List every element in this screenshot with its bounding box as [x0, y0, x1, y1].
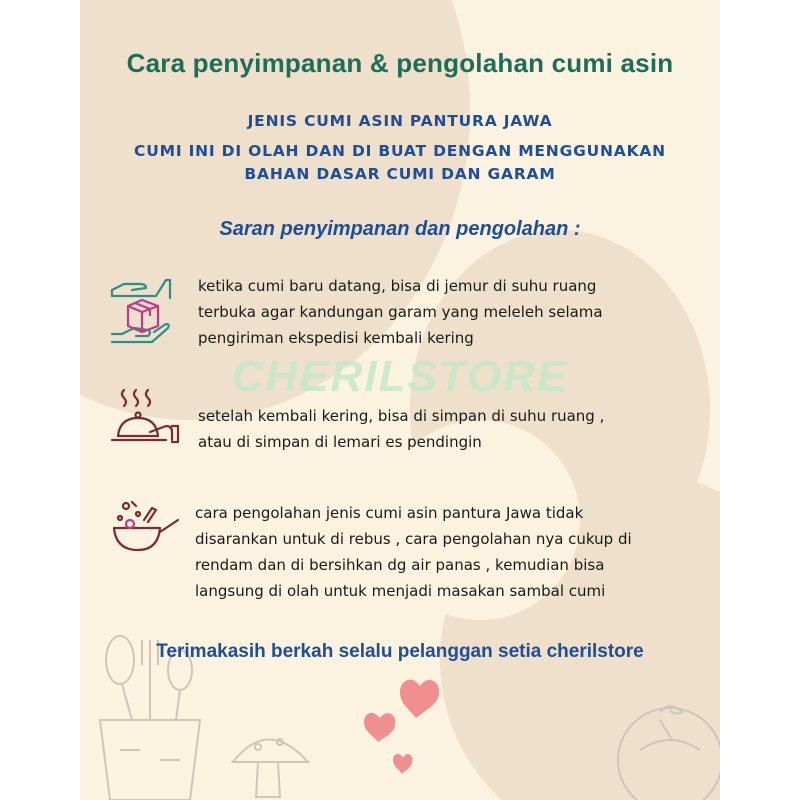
tip-line: ketika cumi baru datang, bisa di jemur di suhu ruang [198, 277, 597, 295]
tip-line: setelah kembali kering, bisa di simpan di suhu ruang , [198, 407, 605, 425]
page-title: Cara penyimpanan & pengolahan cumi asin [126, 48, 674, 78]
tip-line: pengiriman ekspedisi kembali kering [198, 329, 474, 347]
hand-box-icon [108, 272, 180, 352]
section-heading: Saran penyimpanan dan pengolahan : [219, 218, 581, 240]
tip-text [198, 273, 718, 351]
tip-line: atau di simpan di lemari es pendingin [198, 433, 482, 451]
intro-line: CUMI INI DI OLAH DAN DI BUAT DENGAN MENGGUNAKAN [134, 142, 666, 160]
mushroom-sketch-icon [228, 722, 318, 800]
tip-text [198, 403, 718, 455]
thanks-message: Terimakasih berkah selalu pelanggan setia cherilstore [156, 641, 644, 662]
tip-line: cara pengolahan jenis cumi asin pantura Jawa tidak [195, 504, 584, 522]
tip-line: terbuka agar kandungan garam yang meleleh selama [198, 303, 603, 321]
tip-line: rendam dan di bersihkan dg air panas , kemudian bisa [195, 556, 605, 574]
intro-line: JENIS CUMI ASIN PANTURA JAWA [247, 112, 553, 130]
serving-cloche-icon [110, 386, 182, 448]
watermark: CHERILSTORE [231, 352, 569, 401]
tip-text [195, 500, 715, 604]
tip-line: disarankan untuk di rebus , cara pengolahan nya cukup di [195, 530, 632, 548]
wok-cooking-icon [108, 498, 182, 560]
hearts-icon [350, 670, 450, 780]
tip-line: langsung di olah untuk menjadi masakan sambal cumi [195, 582, 606, 600]
intro-line: BAHAN DASAR CUMI DAN GARAM [244, 165, 556, 183]
tomato-sketch-icon [600, 690, 720, 800]
